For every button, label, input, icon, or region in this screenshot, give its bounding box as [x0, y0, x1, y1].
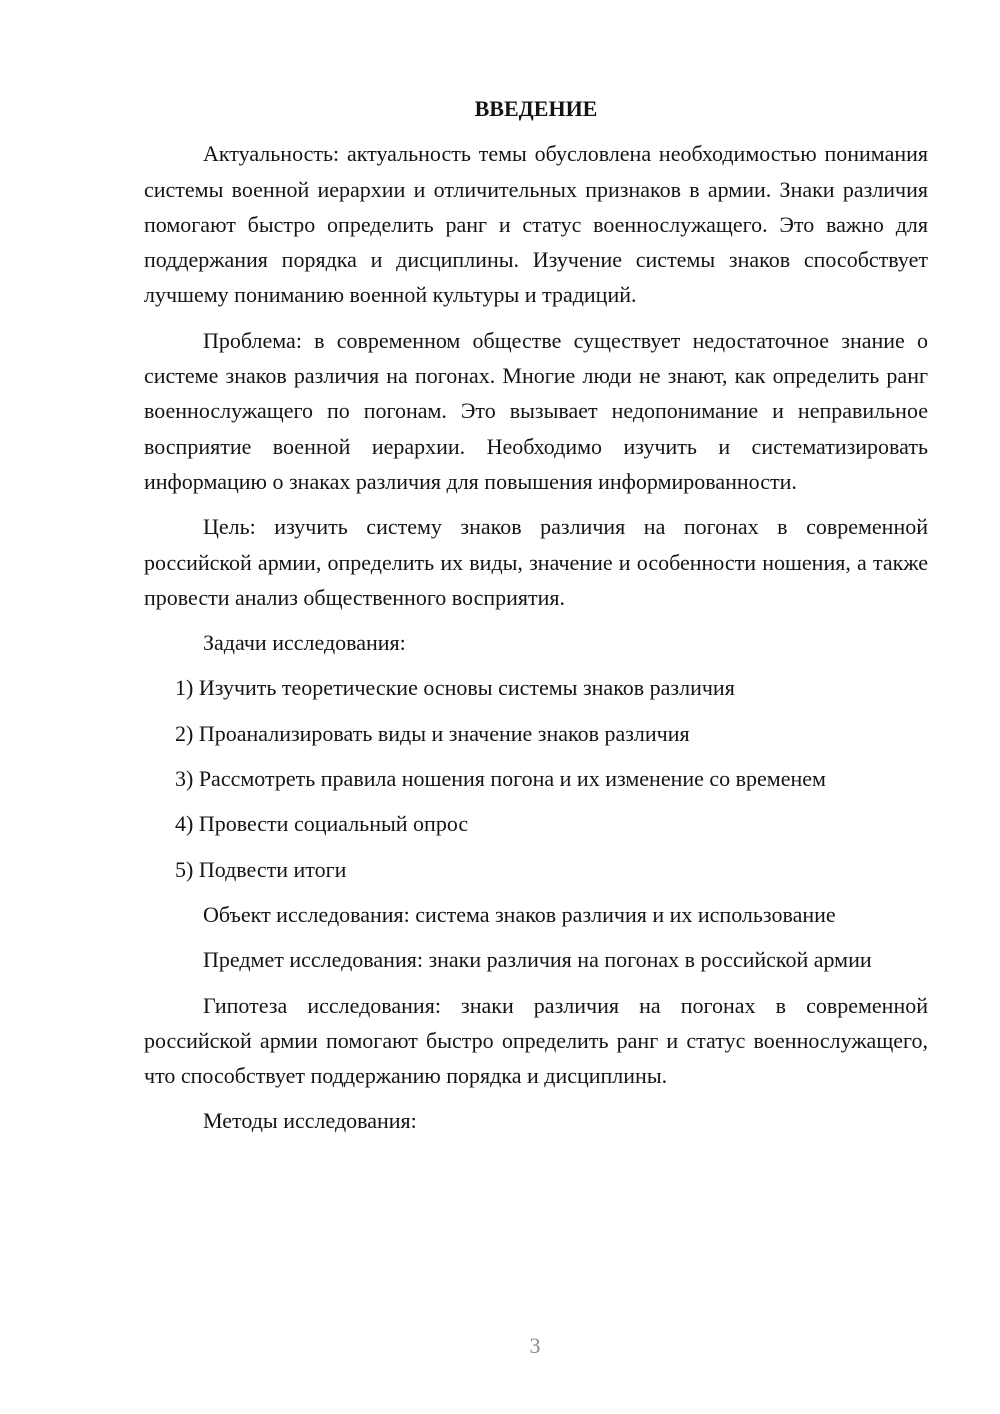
- task-item: 5) Подвести итоги: [175, 856, 347, 882]
- document-body: [144, 91, 928, 1149]
- section-heading: ВВЕДЕНИЕ: [474, 96, 598, 121]
- task-item: 3) Рассмотреть правила ношения погона и их изменение со временем: [175, 766, 826, 792]
- tasks-list: [144, 670, 928, 886]
- page-number: 3: [529, 1333, 541, 1358]
- problem-paragraph: Проблема: в современном обществе существует недостаточное знание о системе знаков различия на погонах. Многие люди не знают, как определить ранг военнослужащего по погонам. Это вызывает недопонимание и неправильное восприятие военной иерархии. Необходимо изучить и систематизировать информацию о знаках различия для повышения информированности.: [144, 327, 928, 494]
- tasks-title: Задачи исследования:: [203, 630, 406, 656]
- relevance-paragraph: Актуальность: актуальность темы обусловлена необходимостью понимания системы военной иерархии и отличительных признаков в армии. Знаки различия помогают быстро определить ранг и статус военнослужащего. Это важно для поддержания порядка и дисциплины. Изучение системы знаков способствует лучшему пониманию военной культуры и традиций.: [144, 141, 928, 308]
- hypothesis-paragraph: Гипотеза исследования: знаки различия на погонах в современной российской армии помогают быстро определить ранг и статус военнослужащего, что способствует поддержанию порядка и дисциплины.: [144, 992, 928, 1089]
- goal-paragraph: Цель: изучить систему знаков различия на погонах в современной российской армии, определить их виды, значение и особенности ношения, а также провести анализ общественного восприятия.: [144, 514, 928, 610]
- task-item: 2) Проанализировать виды и значение знаков различия: [175, 720, 690, 746]
- subject-paragraph: Предмет исследования: знаки различия на погонах в российской армии: [203, 947, 872, 973]
- methods-title: Методы исследования:: [203, 1108, 417, 1134]
- task-item: 4) Провести социальный опрос: [175, 811, 469, 837]
- task-item: 1) Изучить теоретические основы системы знаков различия: [175, 675, 735, 701]
- object-paragraph: Объект исследования: система знаков различия и их использование: [203, 901, 836, 927]
